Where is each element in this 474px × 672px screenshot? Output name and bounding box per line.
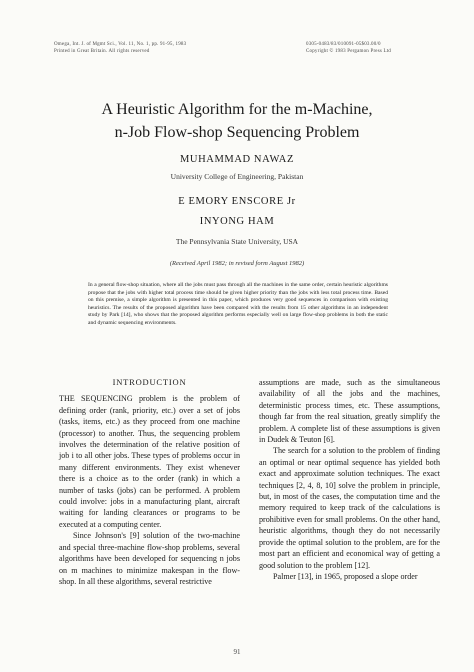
journal-issn-line: 0305-0483/83/010091-05$03.00/0	[306, 42, 381, 47]
paragraph: Palmer [13], in 1965, proposed a slope order	[273, 571, 418, 581]
paragraph: THE SEQUENCING problem is the problem of defining order (rank, priority, etc.) over a set of jobs (tasks, items, etc.) as they proceed from one machine (processor) to another. Thus, the sequencing problem involves the determination of the relative position of job i to all other jobs. These types of problems occur in many different environments. They exist whenever there is a choice as to the order (rank) in which a number of tasks (jobs) can be performed. A problem could involve: jobs in a manufacturing plant, aircraft waiting for landing clearances or programs to be executed at a computing center.	[59, 394, 240, 529]
paragraph: The search for a solution to the problem of finding an optimal or near optimal sequence has yielded both exact and approximate solution techniques. The exact techniques [2, 4, 8, 10] solve the problem in principle, but, in most of the cases, the computation time and the memory required to keep track of the calculations is prohibitive even for small problems. On the other hand, heuristic algorithms, though they do not necessarily provide the optimal solution to the problem, are for the most part an efficient and economical way of getting a good solution to the problem [12].	[259, 446, 440, 570]
paper-title-line-1: A Heuristic Algorithm for the m-Machine,	[101, 101, 373, 118]
paper-title	[0, 98, 474, 144]
author-2: E EMORY ENSCORE Jr	[178, 196, 296, 207]
journal-copyright	[306, 41, 391, 55]
author-1: MUHAMMAD NAWAZ	[179, 154, 294, 165]
section-heading: INTRODUCTION	[112, 377, 187, 387]
paragraph: Since Johnson's [9] solution of the two-machine and special three-machine flow-shop problems, several algorithms have been developed for sequencing n jobs on m machines to minimize makespan in the flow-shop. In all these algorithms, several restrictive	[59, 531, 240, 586]
body-column-right	[259, 377, 440, 582]
abstract: In a general flow-shop situation, where all the jobs must pass through all the machines in the same order, certain heuristic algorithms propose that the jobs with higher total process time should be given higher priority than the jobs with less total process time. Based on this premise, a simple algorithm is presented in this paper, which produces very good sequences in comparison with existing heuristics. The results of the proposed algorithm have been compared with the results from 15 other algorithms in an independent study by Park [14], who shows that the proposed algorithm performs especially well on large flow-shop problems in both the static and dynamic sequencing environments.	[88, 282, 388, 326]
journal-citation	[54, 41, 186, 55]
author-3: INYONG HAM	[199, 216, 275, 227]
journal-copyright-line: Copyright © 1983 Pergamon Press Ltd	[306, 49, 392, 54]
paragraph: assumptions are made, such as the simultaneous availability of all the jobs and the machines, deterministic process times, etc. These assumptions, though far from the real situation, greatly simplify the problem. A complete list of these assumptions is given in Dudek & Teuton [6].	[259, 378, 440, 445]
received-date: (Received April 1982; in revised form August 1982)	[169, 260, 305, 267]
affiliation-2: The Pennsylvania State University, USA	[175, 237, 299, 246]
journal-printed-line: Printed in Great Britain. All rights reserved	[54, 49, 150, 54]
page-number: 91	[233, 648, 241, 656]
paper-title-line-2: n-Job Flow-shop Sequencing Problem	[114, 124, 360, 141]
journal-citation-line: Omega, Int. J. of Mgmt Sci., Vol. 11, No. 1, pp. 91-95, 1983	[54, 42, 187, 47]
affiliation-1: University College of Engineering, Pakistan	[170, 172, 304, 181]
body-column-left	[59, 377, 240, 587]
